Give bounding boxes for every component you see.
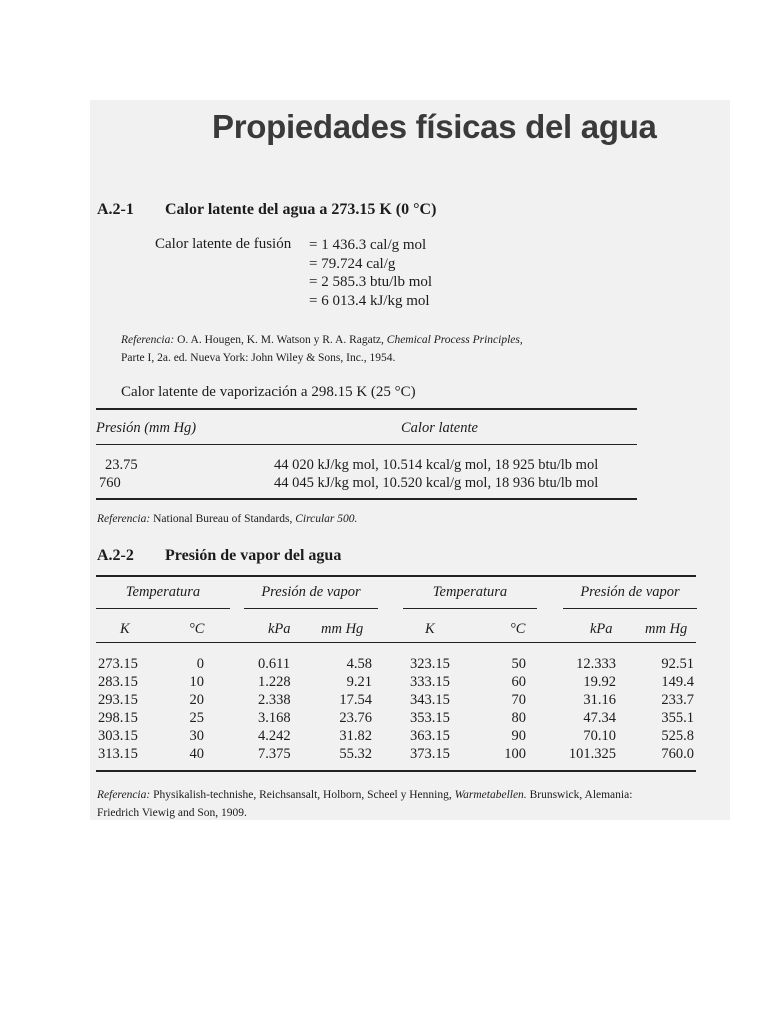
- group-rule: [96, 608, 230, 609]
- table-cell: 20: [189, 692, 204, 708]
- reference-publication: Circular 500.: [295, 513, 358, 525]
- reference-text: Parte I, 2a. ed. Nueva York: John Wiley & Sons, Inc., 1954.: [121, 352, 396, 364]
- table-cell: 30: [189, 728, 204, 744]
- fusion-label: Calor latente de fusión: [155, 236, 292, 252]
- column-k-left: [98, 655, 138, 763]
- reference-text: Brunswick, Alemania:: [526, 789, 633, 801]
- section-2-heading: [97, 547, 341, 565]
- section-1-heading: [97, 201, 436, 219]
- reference-text: Friedrich Viewig and Son, 1909.: [97, 807, 247, 819]
- table-rule: [96, 575, 696, 577]
- section-2-number: A.2-2: [97, 547, 134, 564]
- table-cell: 363.15: [410, 728, 450, 744]
- table-cell: 313.15: [98, 746, 138, 762]
- column-kpa-right: [540, 655, 616, 763]
- table-cell: 233.7: [661, 692, 694, 708]
- table-cell: 525.8: [661, 728, 694, 744]
- table-cell: 31.16: [583, 692, 616, 708]
- table-cell: 0: [196, 656, 204, 672]
- vapor-latent-heading: Calor latente de vaporización a 298.15 K (25 °C): [121, 384, 416, 400]
- table-cell: 19.92: [583, 674, 616, 690]
- table-cell: 7.375: [258, 746, 291, 762]
- reference-label: Referencia:: [97, 513, 151, 525]
- group-header-temperature: Temperatura: [432, 584, 508, 600]
- column-k-right: [410, 655, 450, 763]
- table-cell: 25: [189, 710, 204, 726]
- table-rule: [96, 642, 696, 643]
- latent-row-pressure: 23.75: [105, 457, 138, 473]
- table-cell: 1.228: [258, 674, 291, 690]
- table-rule: [96, 408, 637, 410]
- reference-2: [97, 513, 357, 525]
- column-c-right: [490, 655, 526, 763]
- unit-header: °C: [510, 621, 526, 637]
- latent-row-value: 44 020 kJ/kg mol, 10.514 kcal/g mol, 18 925 btu/lb mol: [274, 457, 599, 473]
- table-cell: 70: [511, 692, 526, 708]
- group-header-vapor-pressure: Presión de vapor: [261, 584, 361, 600]
- unit-header: °C: [189, 621, 205, 637]
- table-rule: [96, 444, 637, 445]
- table-cell: 373.15: [410, 746, 450, 762]
- table-cell: 0.611: [258, 656, 291, 672]
- fusion-value: = 1 436.3 cal/g mol: [309, 237, 427, 253]
- table-cell: 100: [504, 746, 526, 762]
- column-c-left: [170, 655, 204, 763]
- table-cell: 101.325: [568, 746, 616, 762]
- section-1-title: Calor latente del agua a 273.15 K (0 °C): [165, 201, 437, 218]
- reference-1: [121, 331, 523, 367]
- group-header-temperature: Temperatura: [125, 584, 201, 600]
- reference-3: [97, 786, 632, 822]
- table-cell: 70.10: [583, 728, 616, 744]
- column-mmhg-right: [636, 655, 694, 763]
- group-header-vapor-pressure: Presión de vapor: [580, 584, 680, 600]
- table-cell: 40: [189, 746, 204, 762]
- unit-header: mm Hg: [321, 621, 364, 637]
- table-cell: 3.168: [258, 710, 291, 726]
- reference-text: O. A. Hougen, K. M. Watson y R. A. Ragatz,: [174, 334, 387, 346]
- unit-header: K: [425, 621, 435, 637]
- table-cell: 12.333: [576, 656, 616, 672]
- unit-header: kPa: [590, 621, 613, 637]
- page-title: Propiedades físicas del agua: [212, 108, 657, 145]
- table-cell: 10: [189, 674, 204, 690]
- table-cell: 303.15: [98, 728, 138, 744]
- table-cell: 90: [511, 728, 526, 744]
- fusion-value: = 2 585.3 btu/lb mol: [309, 274, 433, 290]
- latent-row-pressure: 760: [99, 475, 121, 491]
- section-2-title: Presión de vapor del agua: [165, 547, 342, 564]
- reference-book: Chemical Process Principles,: [386, 334, 523, 346]
- table-cell: 55.32: [339, 746, 372, 762]
- table-cell: 293.15: [98, 692, 138, 708]
- table-cell: 149.4: [661, 674, 694, 690]
- reference-label: Referencia:: [97, 789, 151, 801]
- header-pressure: Presión (mm Hg): [96, 420, 197, 436]
- reference-text: National Bureau of Standards,: [150, 513, 296, 525]
- table-cell: 4.242: [258, 728, 291, 744]
- group-rule: [403, 608, 537, 609]
- unit-header: kPa: [268, 621, 291, 637]
- reference-label: Referencia:: [121, 334, 175, 346]
- table-cell: 760.0: [661, 746, 694, 762]
- table-cell: 355.1: [661, 710, 694, 726]
- latent-row-value: 44 045 kJ/kg mol, 10.520 kcal/g mol, 18 936 btu/lb mol: [274, 475, 599, 491]
- table-rule: [96, 498, 637, 500]
- table-cell: 353.15: [410, 710, 450, 726]
- section-1-number: A.2-1: [97, 201, 134, 218]
- table-cell: 9.21: [346, 674, 372, 690]
- table-cell: 4.58: [346, 656, 372, 672]
- table-cell: 323.15: [410, 656, 450, 672]
- table-cell: 80: [511, 710, 526, 726]
- table-cell: 47.34: [583, 710, 616, 726]
- group-rule: [244, 608, 378, 609]
- table-rule: [96, 770, 696, 772]
- fusion-values: [309, 236, 432, 310]
- unit-header: mm Hg: [645, 621, 688, 637]
- table-cell: 343.15: [410, 692, 450, 708]
- table-cell: 17.54: [339, 692, 372, 708]
- table-cell: 23.76: [339, 710, 372, 726]
- column-kpa-left: [258, 655, 291, 763]
- table-cell: 273.15: [98, 656, 138, 672]
- reference-book: Warmetabellen.: [454, 789, 527, 801]
- table-cell: 50: [511, 656, 526, 672]
- reference-text: Physikalish-technishe, Reichsansalt, Holborn, Scheel y Henning,: [150, 789, 455, 801]
- fusion-value: = 6 013.4 kJ/kg mol: [309, 292, 430, 309]
- table-cell: 333.15: [410, 674, 450, 690]
- table-cell: 31.82: [339, 728, 372, 744]
- fusion-value: = 79.724 cal/g: [309, 255, 396, 272]
- table-cell: 2.338: [258, 692, 291, 708]
- column-mmhg-left: [310, 655, 372, 763]
- table-cell: 92.51: [661, 656, 694, 672]
- table-cell: 298.15: [98, 710, 138, 726]
- table-cell: 283.15: [98, 674, 138, 690]
- unit-header: K: [120, 621, 130, 637]
- group-rule: [563, 608, 697, 609]
- header-latent: Calor latente: [401, 420, 478, 436]
- table-cell: 60: [511, 674, 526, 690]
